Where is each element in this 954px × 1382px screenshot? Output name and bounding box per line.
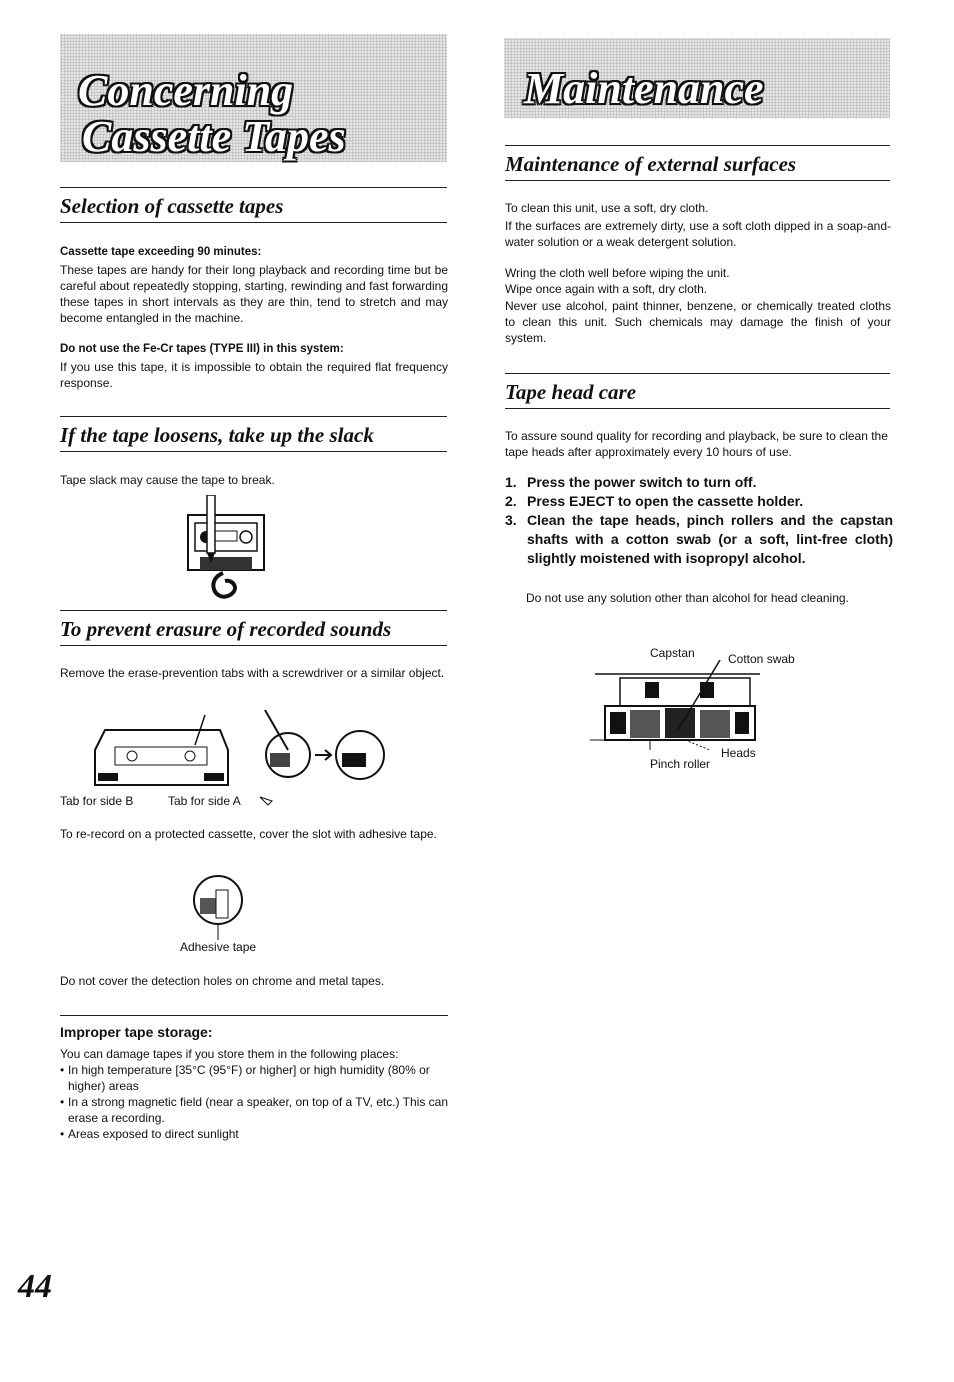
external-p1: To clean this unit, use a soft, dry cloth. — [505, 201, 709, 215]
slack-text: Tape slack may cause the tape to break. — [60, 473, 275, 487]
storage-divider — [60, 1015, 448, 1016]
label-heads: Heads — [721, 746, 756, 760]
tab-side-b-label: Tab for side B — [60, 794, 134, 808]
erasure-heading: To prevent erasure of recorded sounds — [60, 610, 447, 646]
selection-text2: If you use this tape, it is impossible to obtain the required flat frequency response. — [60, 360, 448, 390]
left-banner-line1: Concerning — [78, 66, 294, 115]
external-p2: If the surfaces are extremely dirty, use a soft cloth dipped in a soap-and-water solution or a weak detergent solution. — [505, 219, 891, 249]
label-cotton-swab: Cotton swab — [728, 652, 795, 666]
erasure-text3: Do not cover the detection holes on chrome and metal tapes. — [60, 974, 385, 988]
external-p5: Never use alcohol, paint thinner, benzene, or chemically treated cloths to clean this unit. Such chemicals may damage the finish of your system. — [505, 299, 891, 345]
head-care-intro: To assure sound quality for recording and playback, be sure to clean the tape heads after approximately every 10 hours of use. — [505, 429, 888, 459]
external-p4: Wipe once again with a soft, dry cloth. — [505, 282, 708, 296]
head-care-steps — [505, 473, 893, 568]
storage-heading: Improper tape storage: — [60, 1024, 213, 1040]
left-banner — [60, 34, 447, 162]
erasure-text1: Remove the erase-prevention tabs with a screwdriver or a similar object. — [60, 666, 445, 680]
right-banner — [504, 38, 890, 118]
selection-text1: These tapes are handy for their long playback and recording time but be careful about repeatedly stopping, starting, rewinding and fast forwarding these tapes in short intervals as they are thin, tend to stretch and may become entangled in the machine. — [60, 263, 448, 325]
adhesive-tape-illustration — [190, 872, 246, 942]
storage-intro: You can damage tapes if you store them in the following places: — [60, 1047, 399, 1061]
right-banner-title: Maintenance — [524, 64, 764, 113]
head-cleaning-diagram — [590, 660, 770, 750]
label-capstan: Capstan — [650, 646, 695, 660]
external-heading: Maintenance of external surfaces — [505, 145, 890, 181]
storage-bullet: • In a strong magnetic field (near a speaker, on top of a TV, etc.) This can erase a recording. — [60, 1095, 448, 1125]
erase-tabs-illustration — [90, 705, 395, 810]
label-pinch-roller: Pinch roller — [650, 757, 711, 771]
selection-sub2: Do not use the Fe-Cr tapes (TYPE III) in this system: — [60, 343, 344, 355]
step-item: 1. Press the power switch to turn off. — [505, 474, 757, 490]
head-care-note: Do not use any solution other than alcohol for head cleaning. — [526, 591, 849, 605]
external-p3: Wring the cloth well before wiping the unit. — [505, 266, 730, 280]
head-care-heading: Tape head care — [505, 373, 890, 409]
left-banner-line2: Cassette Tapes — [82, 112, 346, 161]
page-number: 44 — [18, 1268, 52, 1305]
storage-bullet: • Areas exposed to direct sunlight — [60, 1127, 239, 1141]
storage-bullet: • In high temperature [35°C (95°F) or higher] or high humidity (80% or higher) areas — [60, 1063, 430, 1093]
cassette-pencil-illustration — [185, 495, 275, 605]
adhesive-tape-label: Adhesive tape — [180, 940, 257, 954]
storage-list — [60, 1062, 450, 1142]
step-item: 3. Clean the tape heads, pinch rollers and the capstan shafts with a cotton swab (or a soft, lint-free cloth) slightly moistened with isopropyl alcohol. — [505, 512, 893, 566]
selection-heading: Selection of cassette tapes — [60, 187, 447, 223]
slack-heading: If the tape loosens, take up the slack — [60, 416, 447, 452]
tab-side-a-label: Tab for side A — [168, 794, 241, 808]
step-item: 2. Press EJECT to open the cassette holder. — [505, 493, 804, 509]
selection-sub1: Cassette tape exceeding 90 minutes: — [60, 246, 262, 258]
erasure-text2: To re-record on a protected cassette, cover the slot with adhesive tape. — [60, 827, 437, 841]
